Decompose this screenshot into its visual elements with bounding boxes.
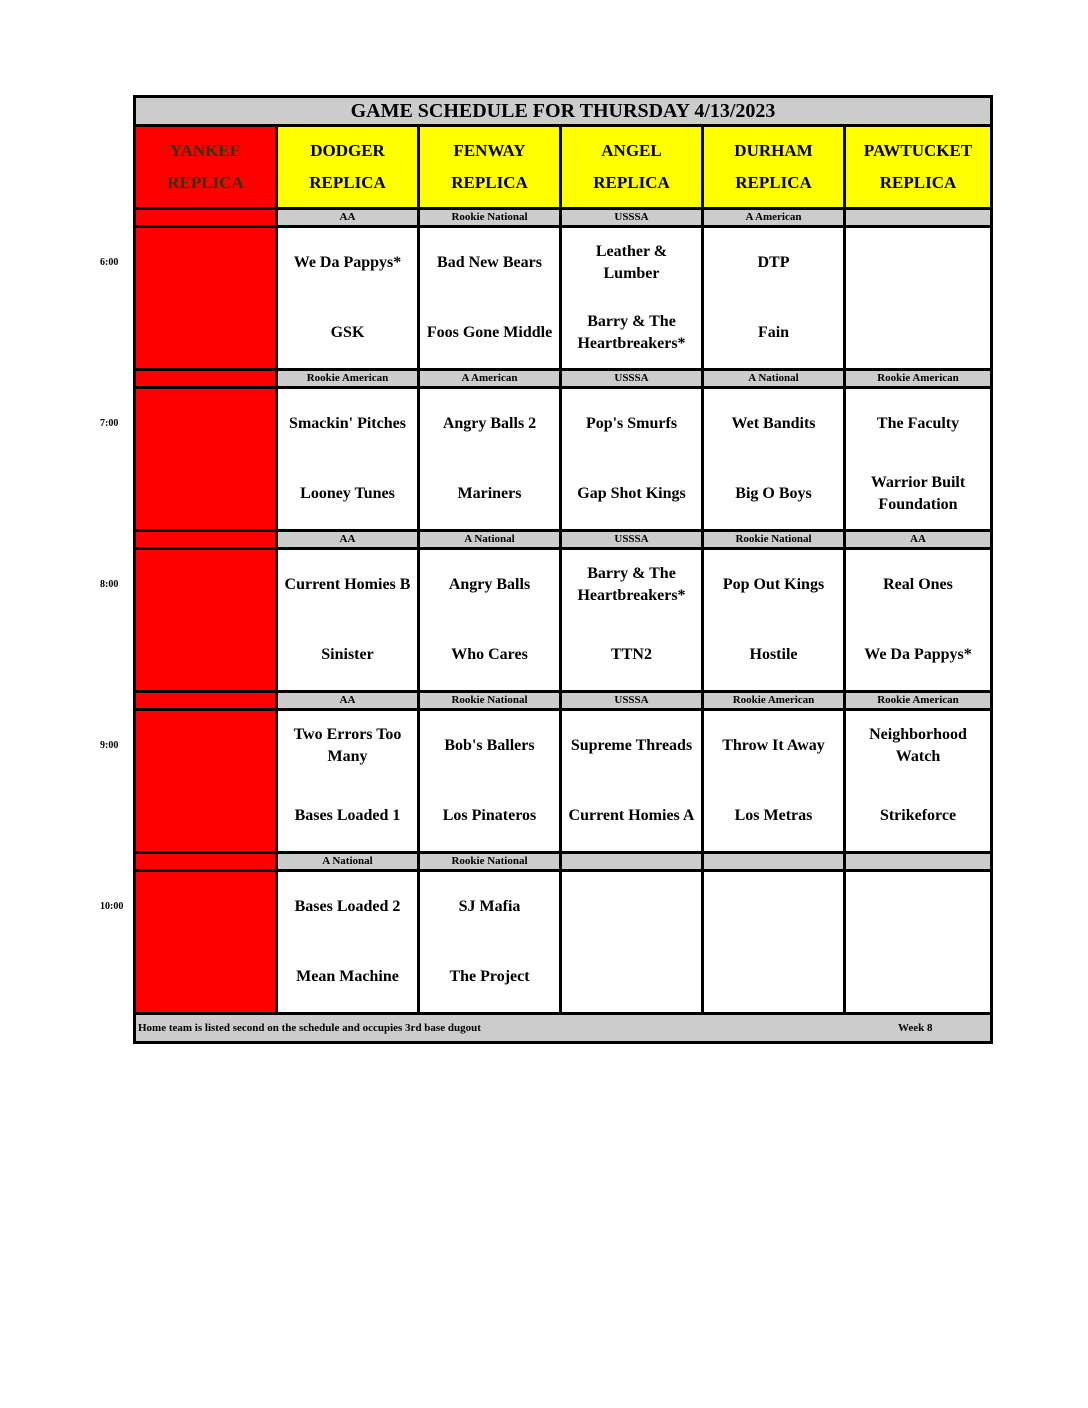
away-team: [704, 872, 843, 942]
field-name: DODGER: [310, 141, 385, 160]
division-label: [845, 209, 992, 227]
division-label: Rookie American: [703, 692, 845, 710]
field-subtitle: REPLICA: [167, 173, 244, 192]
division-label: AA: [845, 531, 992, 549]
game-cell: [419, 227, 561, 370]
unused-field-cell: [135, 549, 277, 692]
home-team: Foos Gone Middle: [426, 324, 553, 341]
division-row: [135, 692, 992, 710]
game-cell: [277, 871, 419, 1014]
division-label: Rookie National: [419, 853, 561, 871]
field-header-yankee: [135, 126, 277, 209]
game-cell: [561, 549, 703, 692]
home-team: [562, 942, 701, 1012]
division-label: [845, 853, 992, 871]
game-cell: [561, 388, 703, 531]
division-label: [135, 531, 277, 549]
time-label: 6:00: [100, 256, 119, 268]
division-label: Rookie National: [419, 692, 561, 710]
unused-field-cell: [135, 388, 277, 531]
field-header-row: [135, 126, 992, 209]
away-team: Throw It Away: [722, 737, 825, 754]
unused-field-cell: [135, 710, 277, 853]
away-team: Bases Loaded 2: [294, 898, 401, 915]
home-team: TTN2: [611, 646, 652, 663]
unused-field-cell: [135, 227, 277, 370]
division-label: USSSA: [561, 531, 703, 549]
home-team: Current Homies A: [568, 807, 695, 824]
field-name: PAWTUCKET: [863, 141, 973, 160]
away-team: DTP: [757, 254, 790, 271]
division-label: [135, 853, 277, 871]
game-cell: [703, 227, 845, 370]
home-team: Warrior Built Foundation: [870, 474, 966, 513]
division-label: Rookie American: [845, 692, 992, 710]
home-team: We Da Pappys*: [864, 646, 972, 663]
time-label: 9:00: [100, 739, 119, 751]
division-label: [135, 370, 277, 388]
game-cell: [703, 388, 845, 531]
division-label: Rookie American: [277, 370, 419, 388]
time-label: 10:00: [100, 900, 124, 912]
home-team: [704, 942, 843, 1012]
home-team: Big O Boys: [735, 485, 812, 502]
unused-field-cell: [135, 871, 277, 1014]
home-team: Los Metras: [734, 807, 813, 824]
division-label: Rookie American: [845, 370, 992, 388]
division-label: AA: [277, 692, 419, 710]
game-cell: [419, 710, 561, 853]
game-cell: [419, 549, 561, 692]
game-cell: [277, 710, 419, 853]
game-row: [135, 549, 992, 692]
game-schedule-table: [133, 95, 993, 1044]
away-team: Bad New Bears: [437, 254, 542, 271]
away-team: SJ Mafia: [458, 898, 521, 915]
home-team: Gap Shot Kings: [577, 485, 686, 502]
game-row: [135, 710, 992, 853]
field-header-pawtucket: [845, 126, 992, 209]
division-row: [135, 853, 992, 871]
game-cell: [561, 227, 703, 370]
division-label: [135, 692, 277, 710]
away-team: Bob's Ballers: [444, 737, 535, 754]
game-cell: [703, 710, 845, 853]
home-team: Hostile: [749, 646, 798, 663]
home-team: Who Cares: [451, 646, 528, 663]
away-team: The Faculty: [876, 415, 960, 432]
footer-note: Home team is listed second on the schedule and occupies 3rd base dugout: [138, 1022, 481, 1034]
field-header-fenway: [419, 126, 561, 209]
game-cell: [845, 871, 992, 1014]
away-team: Pop's Smurfs: [585, 415, 678, 432]
home-team: [846, 298, 990, 368]
week-label: Week 8: [898, 1022, 933, 1034]
field-subtitle: REPLICA: [593, 173, 670, 192]
division-label: A National: [703, 370, 845, 388]
game-cell: [419, 871, 561, 1014]
game-cell: [277, 549, 419, 692]
away-team: We Da Pappys*: [293, 254, 402, 271]
field-header-durham: [703, 126, 845, 209]
division-label: USSSA: [561, 209, 703, 227]
game-row: [135, 227, 992, 370]
home-team: [846, 942, 990, 1012]
division-label: [561, 853, 703, 871]
division-label: AA: [277, 209, 419, 227]
home-team: Looney Tunes: [300, 485, 395, 502]
home-team: Sinister: [321, 646, 374, 663]
field-name: YANKEE: [169, 141, 242, 160]
field-subtitle: REPLICA: [309, 173, 386, 192]
division-label: USSSA: [561, 370, 703, 388]
field-header-angel: [561, 126, 703, 209]
away-team: Angry Balls: [448, 576, 531, 593]
game-cell: [703, 871, 845, 1014]
footer-cell: [135, 1014, 992, 1043]
home-team: Mean Machine: [296, 968, 399, 985]
field-name: FENWAY: [453, 141, 526, 160]
home-team: GSK: [330, 324, 365, 341]
division-row: [135, 209, 992, 227]
game-cell: [277, 227, 419, 370]
home-team: Strikeforce: [879, 807, 957, 824]
away-team: Angry Balls 2: [442, 415, 537, 432]
title-row: [135, 97, 992, 126]
time-label: 7:00: [100, 417, 119, 429]
away-team: [846, 228, 990, 298]
field-subtitle: REPLICA: [879, 173, 957, 192]
home-team: Mariners: [457, 485, 522, 502]
division-label: [703, 853, 845, 871]
field-name: DURHAM: [734, 141, 813, 160]
division-label: A National: [277, 853, 419, 871]
division-label: AA: [277, 531, 419, 549]
game-cell: [845, 388, 992, 531]
division-label: Rookie National: [419, 209, 561, 227]
away-team: Smackin' Pitches: [289, 415, 406, 432]
game-cell: [561, 710, 703, 853]
field-name: ANGEL: [601, 141, 662, 160]
field-subtitle: REPLICA: [451, 173, 528, 192]
home-team: Los Pinateros: [442, 807, 537, 824]
game-cell: [703, 549, 845, 692]
division-label: Rookie National: [703, 531, 845, 549]
division-label: A National: [419, 531, 561, 549]
time-label: 8:00: [100, 578, 119, 590]
away-team: [562, 872, 701, 942]
division-label: [135, 209, 277, 227]
footer-row: [135, 1014, 992, 1043]
game-cell: [845, 549, 992, 692]
division-row: [135, 531, 992, 549]
home-team: Bases Loaded 1: [294, 807, 401, 824]
away-team: Leather & Lumber: [595, 243, 668, 282]
game-cell: [845, 710, 992, 853]
game-cell: [419, 388, 561, 531]
game-cell: [845, 227, 992, 370]
game-row: [135, 388, 992, 531]
division-row: [135, 370, 992, 388]
home-team: Barry & The Heartbreakers*: [577, 313, 686, 352]
game-row: [135, 871, 992, 1014]
division-label: A American: [703, 209, 845, 227]
division-label: A American: [419, 370, 561, 388]
away-team: Pop Out Kings: [722, 576, 825, 593]
away-team: Two Errors Too Many: [293, 726, 402, 765]
away-team: Barry & The Heartbreakers*: [577, 565, 686, 604]
division-label: USSSA: [561, 692, 703, 710]
home-team: The Project: [449, 968, 530, 985]
game-cell: [561, 871, 703, 1014]
away-team: Real Ones: [883, 576, 953, 593]
away-team: [846, 872, 990, 942]
away-team: Supreme Threads: [570, 737, 693, 754]
game-cell: [277, 388, 419, 531]
away-team: Neighborhood Watch: [869, 726, 967, 765]
away-team: Current Homies B: [284, 576, 411, 593]
home-team: Fain: [757, 324, 790, 341]
away-team: Wet Bandits: [731, 415, 816, 432]
field-subtitle: REPLICA: [735, 173, 812, 192]
schedule-title: GAME SCHEDULE FOR THURSDAY 4/13/2023: [135, 97, 992, 126]
field-header-dodger: [277, 126, 419, 209]
